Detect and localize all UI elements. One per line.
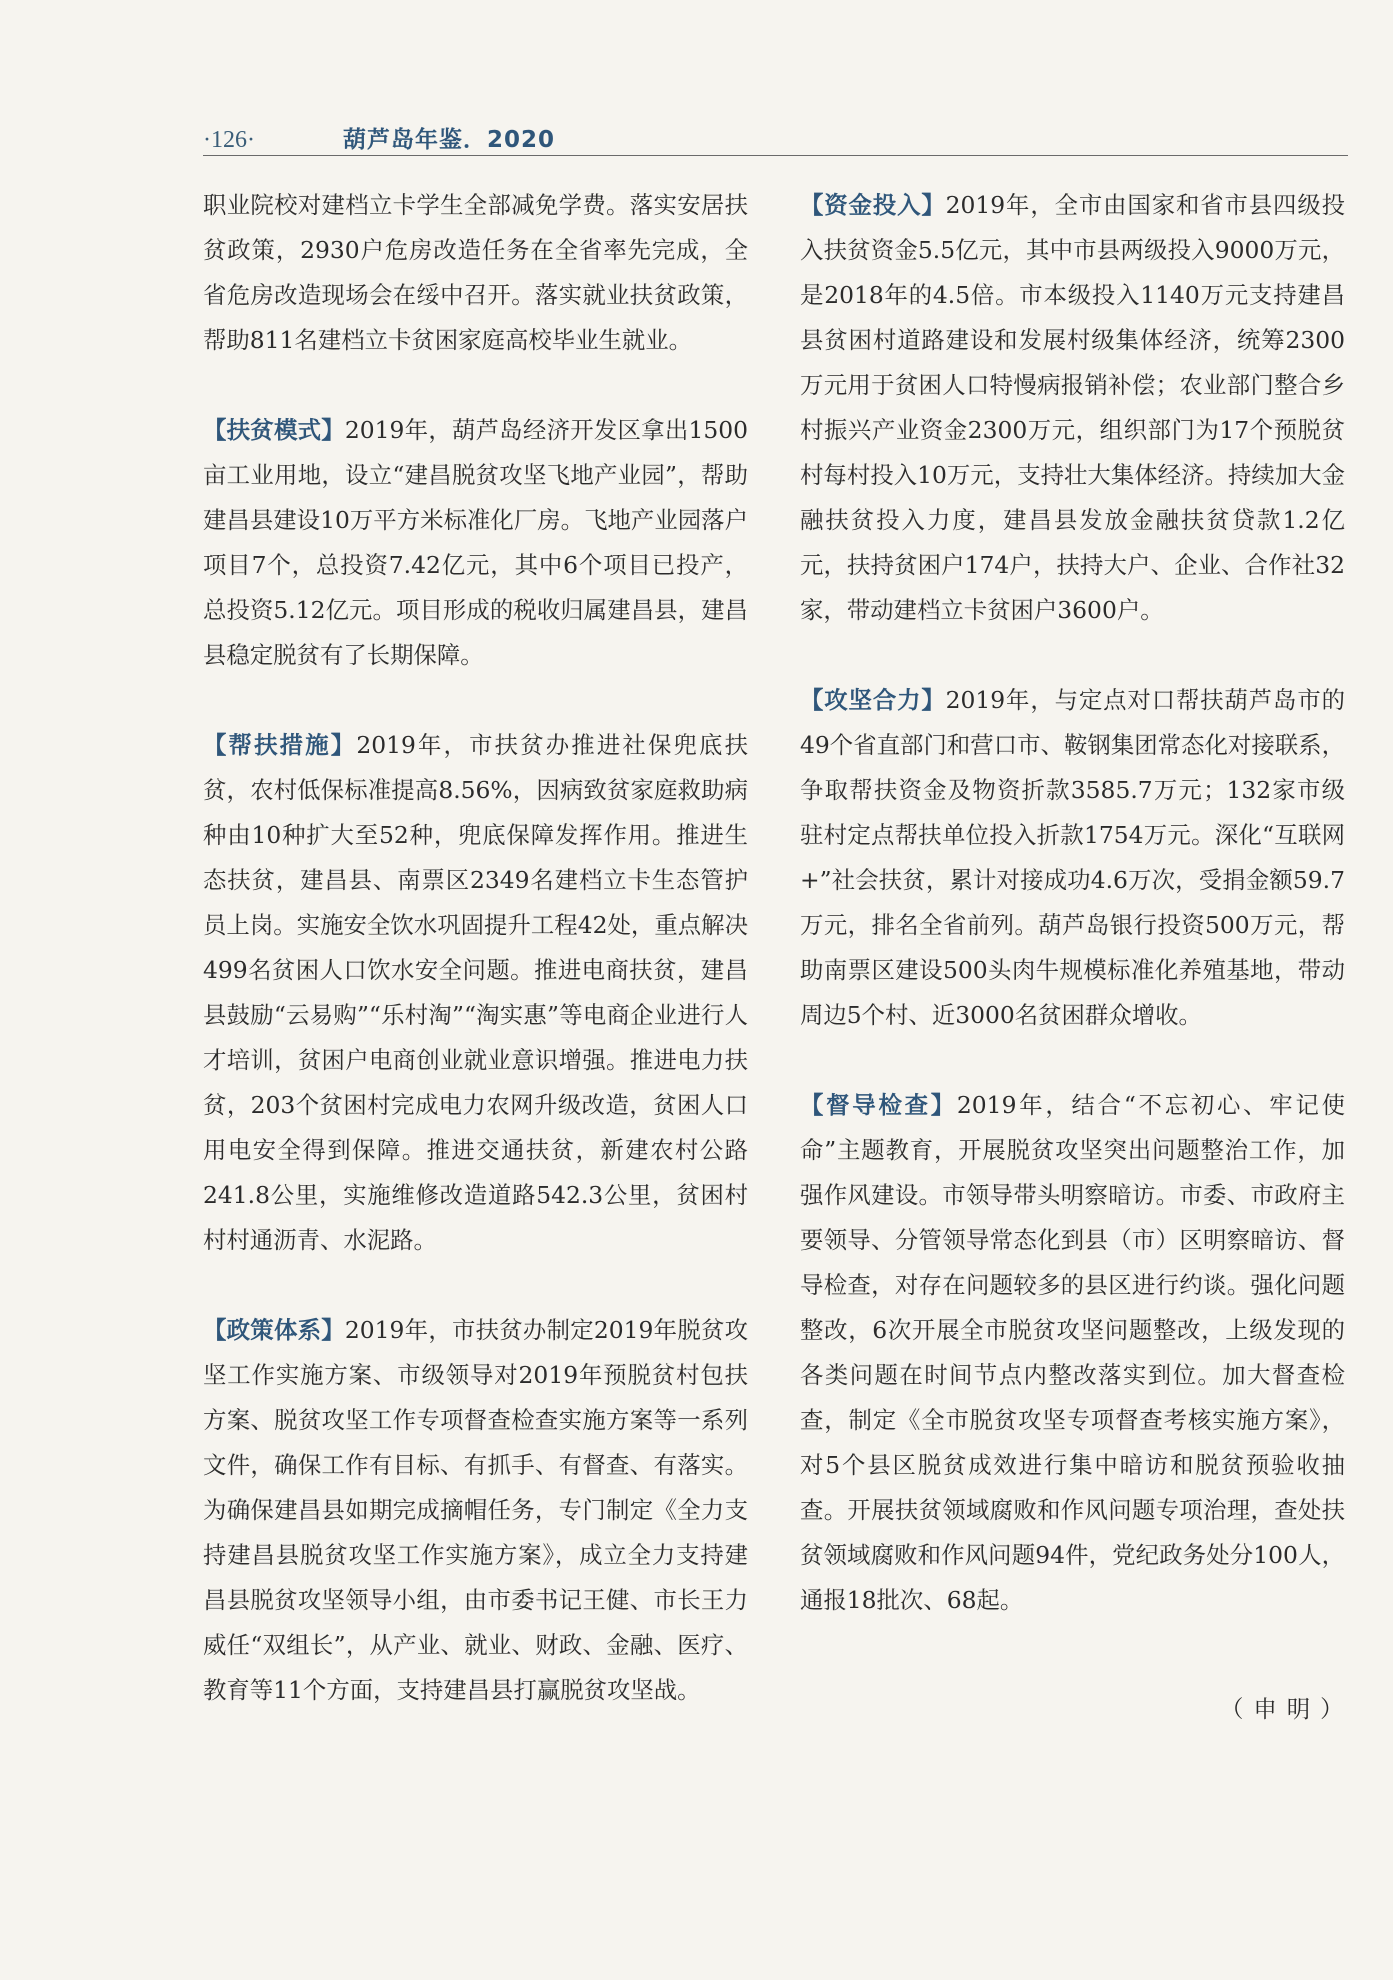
- section-heading: 【扶贫模式】: [203, 416, 345, 444]
- paragraph-funding: [800, 183, 1345, 633]
- book-title: 葫芦岛年鉴．2020: [343, 127, 556, 153]
- left-column: [203, 183, 748, 1758]
- paragraph-body: 2019年，与定点对口帮扶葫芦岛市的49个省直部门和营口市、鞍钢集团常态化对接联系，争取帮扶资金及物资折款3585.7万元；132家市级驻村定点帮扶单位投入折款1754万元。深化“互联网+”社会扶贫，累计对接成功4.6万次，受捐金额59.7万元，排名全省前列。葫芦岛银行投资500万元，帮助南票区建设500头肉牛规模标准化养殖基地，带动周边5个村、近3000名贫困群众增收。: [800, 686, 1345, 1029]
- paragraph-body: 2019年，市扶贫办制定2019年脱贫攻坚工作实施方案、市级领导对2019年预脱贫村包扶方案、脱贫攻坚工作专项督查检查实施方案等一系列文件，确保工作有目标、有抓手、有督查、有落实。为确保建昌县如期完成摘帽任务，专门制定《全力支持建昌县脱贫攻坚工作实施方案》，成立全力支持建昌县脱贫攻坚领导小组，由市委书记王健、市长王力威任“双组长”，从产业、就业、财政、金融、医疗、教育等11个方面，支持建昌县打赢脱贫攻坚战。: [203, 1316, 749, 1704]
- right-column: [800, 183, 1345, 1668]
- paragraph-continuation: [203, 183, 748, 363]
- paragraph-body: 2019年，全市由国家和省市县四级投入扶贫资金5.5亿元，其中市县两级投入9000万元，是2018年的4.5倍。市本级投入1140万元支持建昌县贫困村道路建设和发展村级集体经济，统筹2300万元用于贫困人口特慢病报销补偿；农业部门整合乡村振兴产业资金2300万元，组织部门为17个预脱贫村每村投入10万元，支持壮大集体经济。持续加大金融扶贫投入力度，建昌县发放金融扶贫贷款1.2亿元，扶持贫困户174户，扶持大户、企业、合作社32家，带动建档立卡贫困户3600户。: [800, 191, 1345, 624]
- section-heading: 【政策体系】: [203, 1316, 345, 1344]
- author-credit: （申明）: [1220, 1695, 1354, 1723]
- section-heading: 【攻坚合力】: [800, 686, 946, 714]
- page-number: ·126·: [203, 127, 255, 153]
- paragraph-assistance-measures: [203, 723, 748, 1263]
- section-heading: 【帮扶措施】: [203, 731, 357, 759]
- header-divider: [203, 155, 1348, 156]
- paragraph-body: 2019年，市扶贫办推进社保兜底扶贫，农村低保标准提高8.56%，因病致贫家庭救助病种由10种扩大至52种，兜底保障发挥作用。推进生态扶贫，建昌县、南票区2349名建档立卡生态管护员上岗。实施安全饮水巩固提升工程42处，重点解决499名贫困人口饮水安全问题。推进电商扶贫，建昌县鼓励“云易购”“乐村淘”“淘实惠”等电商企业进行人才培训，贫困户电商创业就业意识增强。推进电力扶贫，203个贫困村完成电力农网升级改造，贫困人口用电安全得到保障。推进交通扶贫，新建农村公路241.8公里，实施维修改造道路542.3公里，贫困村村村通沥青、水泥路。: [203, 731, 749, 1254]
- paragraph-body: 2019年，葫芦岛经济开发区拿出1500亩工业用地，设立“建昌脱贫攻坚飞地产业园”，帮助建昌县建设10万平方米标准化厂房。飞地产业园落户项目7个，总投资7.42亿元，其中6个项目已投产，总投资5.12亿元。项目形成的税收归属建昌县，建昌县稳定脱贫有了长期保障。: [203, 416, 749, 669]
- paragraph-body: 2019年，结合“不忘初心、牢记使命”主题教育，开展脱贫攻坚突出问题整治工作，加强作风建设。市领导带头明察暗访。市委、市政府主要领导、分管领导常态化到县（市）区明察暗访、督导检查，对存在问题较多的县区进行约谈。强化问题整改，6次开展全市脱贫攻坚问题整改，上级发现的各类问题在时间节点内整改落实到位。加大督查检查，制定《全市脱贫攻坚专项督查考核实施方案》，对5个县区脱贫成效进行集中暗访和脱贫预验收抽查。开展扶贫领域腐败和作风问题专项治理，查处扶贫领域腐败和作风问题94件，党纪政务处分100人，通报18批次、68起。: [800, 1091, 1346, 1614]
- section-heading: 【资金投入】: [800, 191, 946, 219]
- paragraph-body: 职业院校对建档立卡学生全部减免学费。落实安居扶贫政策，2930户危房改造任务在全省率先完成，全省危房改造现场会在绥中召开。落实就业扶贫政策，帮助811名建档立卡贫困家庭高校毕业生就业。: [203, 191, 748, 354]
- paragraph-supervision: [800, 1083, 1345, 1623]
- paragraph-joint-effort: [800, 678, 1345, 1038]
- section-heading: 【督导检查】: [800, 1091, 957, 1119]
- page-header: [203, 112, 1348, 154]
- paragraph-policy-system: [203, 1308, 748, 1713]
- paragraph-poverty-model: [203, 408, 748, 678]
